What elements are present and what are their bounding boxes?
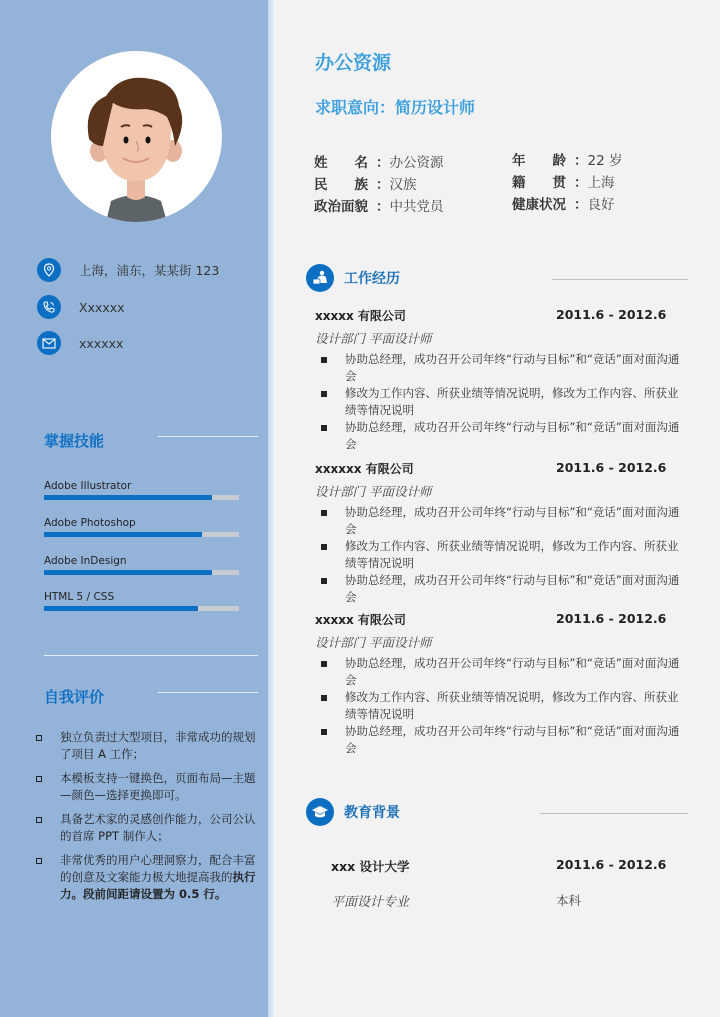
info-label: 民 族 bbox=[314, 177, 368, 193]
info-label: 政治面貌 bbox=[314, 199, 368, 215]
job-bullet bbox=[321, 723, 681, 757]
job-bullet bbox=[321, 538, 681, 572]
mail-icon bbox=[37, 331, 61, 355]
job-bullet-text: 协助总经理，成功召开公司年终“行动与目标”和“竞话”面对面沟通会 bbox=[345, 724, 680, 755]
location-pin-icon bbox=[37, 258, 61, 282]
candidate-name: 办公资源 bbox=[315, 52, 392, 74]
main-content bbox=[274, 0, 720, 1017]
self-eval-text-normal: 非常优秀的用户心理洞察力，配合丰富的创意及文案能力极大地提高我的 bbox=[60, 853, 256, 884]
job-bullet bbox=[321, 351, 681, 385]
skill-item bbox=[44, 590, 239, 611]
info-colon: ： bbox=[574, 153, 588, 169]
square-bullet-icon bbox=[321, 510, 327, 516]
job-role: 设计部门 平面设计师 bbox=[315, 635, 432, 650]
self-eval-item bbox=[36, 811, 260, 845]
skill-item bbox=[44, 554, 239, 575]
info-value: 办公资源 bbox=[389, 155, 444, 171]
self-eval-heading-divider bbox=[158, 692, 258, 693]
skill-bar-track bbox=[44, 532, 239, 537]
work-section-heading bbox=[306, 264, 400, 292]
info-name bbox=[314, 151, 444, 171]
job-date: 2011.6 - 2012.6 bbox=[556, 307, 667, 322]
skill-bar-track bbox=[44, 495, 239, 500]
phone-icon bbox=[37, 295, 61, 319]
job-bullet-text: 协助总经理，成功召开公司年终“行动与目标”和“竞话”面对面沟通会 bbox=[345, 656, 680, 687]
info-health bbox=[512, 193, 615, 213]
skill-bar-fill bbox=[44, 606, 198, 611]
info-value: 上海 bbox=[587, 175, 615, 191]
job-bullet bbox=[321, 419, 681, 453]
square-bullet-icon bbox=[321, 578, 327, 584]
job-date: 2011.6 - 2012.6 bbox=[556, 611, 667, 626]
self-eval-text: 本模板支持一键换色，页面布局—主题—颜色—选择更换即可。 bbox=[60, 771, 256, 802]
contact-address bbox=[37, 258, 219, 282]
work-heading-divider bbox=[552, 279, 688, 280]
info-colon: ： bbox=[376, 155, 390, 171]
self-eval-text: 具备艺术家的灵感创作能力，公司公认的首席 PPT 制作人； bbox=[60, 812, 256, 843]
contact-email-text: xxxxxx bbox=[79, 335, 124, 351]
job-bullet bbox=[321, 689, 681, 723]
job-company: xxxxx 有限公司 bbox=[315, 309, 406, 323]
hollow-square-bullet-icon bbox=[36, 735, 42, 741]
skills-heading-divider bbox=[158, 436, 258, 437]
education-heading-divider bbox=[540, 813, 688, 814]
info-value: 良好 bbox=[587, 197, 615, 213]
job-role: 设计部门 平面设计师 bbox=[315, 331, 432, 346]
skills-heading: 掌握技能 bbox=[44, 432, 105, 450]
info-value: 中共党员 bbox=[389, 199, 444, 215]
skill-bar-track bbox=[44, 570, 239, 575]
cartoon-boy-avatar-icon bbox=[51, 51, 222, 222]
hollow-square-bullet-icon bbox=[36, 776, 42, 782]
job-bullet bbox=[321, 504, 681, 538]
info-value: 22 岁 bbox=[587, 153, 623, 169]
info-colon: ： bbox=[574, 197, 588, 213]
job-role: 设计部门 平面设计师 bbox=[315, 484, 432, 499]
info-age bbox=[512, 149, 622, 169]
section-divider bbox=[44, 655, 258, 656]
job-date: 2011.6 - 2012.6 bbox=[556, 460, 667, 475]
self-eval-heading: 自我评价 bbox=[44, 688, 105, 706]
job-intent: 求职意向：简历设计师 bbox=[315, 98, 476, 117]
job-bullet-text: 修改为工作内容、所获业绩等情况说明，修改为工作内容、所获业绩等情况说明 bbox=[345, 690, 679, 721]
self-eval-item bbox=[36, 770, 260, 804]
job-bullet bbox=[321, 572, 681, 606]
skill-bar-fill bbox=[44, 532, 202, 537]
square-bullet-icon bbox=[321, 661, 327, 667]
self-eval-text: 独立负责过大型项目，非常成功的规划了项目 A 工作； bbox=[60, 730, 256, 761]
skill-item bbox=[44, 516, 239, 537]
job-bullet-text: 协助总经理，成功召开公司年终“行动与目标”和“竞话”面对面沟通会 bbox=[345, 573, 680, 604]
info-colon: ： bbox=[376, 177, 390, 193]
avatar bbox=[51, 51, 222, 222]
job-bullet-text: 修改为工作内容、所获业绩等情况说明，修改为工作内容、所获业绩等情况说明 bbox=[345, 539, 679, 570]
info-label: 健康状况 bbox=[512, 197, 566, 213]
hollow-square-bullet-icon bbox=[36, 858, 42, 864]
work-section-title: 工作经历 bbox=[344, 271, 400, 287]
self-eval-text-bold: 执行力。段前间距请设置为 0.5 行。 bbox=[60, 870, 256, 901]
education-date: 2011.6 - 2012.6 bbox=[556, 857, 667, 872]
self-eval-item bbox=[36, 729, 260, 763]
graduation-cap-icon bbox=[306, 798, 334, 826]
square-bullet-icon bbox=[321, 357, 327, 363]
skill-bar-track bbox=[44, 606, 239, 611]
info-label: 年 龄 bbox=[512, 153, 566, 169]
hollow-square-bullet-icon bbox=[36, 817, 42, 823]
contact-address-text: 上海，浦东，某某街 123 bbox=[79, 263, 220, 278]
square-bullet-icon bbox=[321, 544, 327, 550]
info-label: 姓 名 bbox=[314, 155, 368, 171]
job-bullet bbox=[321, 385, 681, 419]
skill-bar-fill bbox=[44, 495, 212, 500]
skill-name: Adobe InDesign bbox=[44, 555, 127, 567]
info-colon: ： bbox=[376, 199, 390, 215]
job-bullet-text: 协助总经理，成功召开公司年终“行动与目标”和“竞话”面对面沟通会 bbox=[345, 505, 680, 536]
job-bullet-text: 协助总经理，成功召开公司年终“行动与目标”和“竞话”面对面沟通会 bbox=[345, 352, 680, 383]
briefcase-worker-icon bbox=[306, 264, 334, 292]
info-label: 籍 贯 bbox=[512, 175, 566, 191]
square-bullet-icon bbox=[321, 695, 327, 701]
education-school: xxx 设计大学 bbox=[331, 859, 410, 874]
education-section-title: 教育背景 bbox=[344, 805, 400, 821]
job-bullet-text: 修改为工作内容、所获业绩等情况说明，修改为工作内容、所获业绩等情况说明 bbox=[345, 386, 679, 417]
education-major: 平面设计专业 bbox=[331, 895, 410, 910]
sidebar bbox=[0, 0, 268, 1017]
skill-bar-fill bbox=[44, 570, 212, 575]
info-value: 汉族 bbox=[389, 177, 417, 193]
job-bullet bbox=[321, 655, 681, 689]
contact-phone-text: Xxxxxx bbox=[79, 299, 125, 315]
education-section-heading bbox=[306, 798, 400, 826]
self-eval-item bbox=[36, 852, 260, 903]
skill-name: HTML 5 / CSS bbox=[44, 591, 115, 603]
skill-name: Adobe Illustrator bbox=[44, 480, 132, 492]
self-eval-text bbox=[60, 852, 260, 903]
info-political bbox=[314, 195, 444, 215]
info-colon: ： bbox=[574, 175, 588, 191]
square-bullet-icon bbox=[321, 391, 327, 397]
square-bullet-icon bbox=[321, 729, 327, 735]
education-degree: 本科 bbox=[556, 893, 582, 908]
job-bullet-text: 协助总经理，成功召开公司年终“行动与目标”和“竞话”面对面沟通会 bbox=[345, 420, 680, 451]
job-company: xxxxxx 有限公司 bbox=[315, 462, 414, 476]
square-bullet-icon bbox=[321, 425, 327, 431]
skill-name: Adobe Photoshop bbox=[44, 517, 136, 529]
skill-item bbox=[44, 479, 239, 500]
contact-email bbox=[37, 331, 123, 355]
contact-phone bbox=[37, 295, 125, 319]
job-company: xxxxx 有限公司 bbox=[315, 613, 406, 627]
info-hometown bbox=[512, 171, 615, 191]
info-ethnicity bbox=[314, 173, 417, 193]
